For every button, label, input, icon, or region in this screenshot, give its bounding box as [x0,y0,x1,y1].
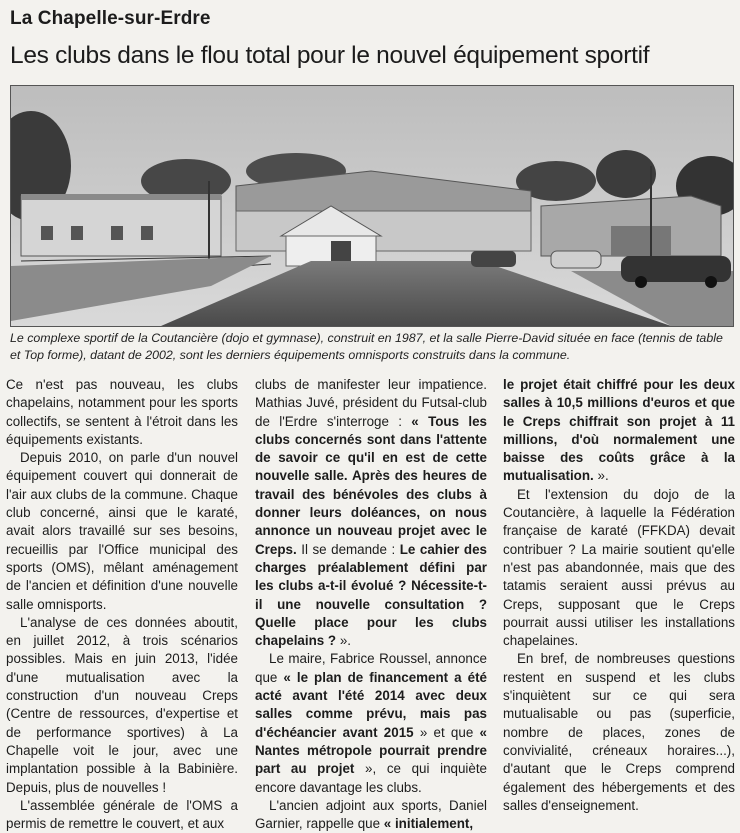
paragraph [255,650,487,796]
text: », ce qui inquiète encore davantage les clubs. [255,761,488,795]
sports-complex-photo [11,86,733,326]
article-photo [10,85,734,327]
quote: « Tous les clubs concernés sont dans l'attente de savoir ce qu'il en est de cette nouvelle salle. Après des heures de travail des bénévoles des clubs à donner leurs doléances, on nous annonce un nouveau projet avec le Creps. [255,413,487,557]
article-column-1 [6,376,238,833]
photo-caption: Le complexe sportif de la Coutancière (dojo et gymnase), construit en 1987, et la salle Pierre-David située en face (tennis de table et Top forme), datant de 2002, sont les derniers équipements omnisports construits dans la commune. [10,331,723,362]
paragraph: Et l'extension du dojo de la Coutancière, à laquelle la Fédération française de karaté (FFKDA) devait contribuer ? La mairie soutient qu'elle n'est pas abandonnée, mais que des tatamis seraient aussi prévus au Creps, supposant que le Creps pourrait aussi utiliser les installations chapelaines. [503,486,735,649]
paragraph: L'assemblée générale de l'OMS a permis de remettre le couvert, et aux [6,797,238,832]
quote: Le cahier des charges préalablement défini par les clubs a-t-il évolué ? Nécessite-t-il une nouvelle consultation ? Quelle place pour les clubs chapelains ? [255,541,487,649]
text: » et que [419,724,474,740]
paragraph: Depuis 2010, on parle d'un nouvel équipement couvert qui donnerait de l'air aux clubs de la commune. Chaque club concerné, ainsi que le karaté, avait alors travaillé sur ses besoins, recueillis par l'Office municipal des sports (OMS), mêlant aménagement de l'ancien et définition d'une nouvelle salle omnisports. [6,450,238,612]
paragraph: En bref, de nombreuses questions restent en suspend et les clubs s'inquiètent sur ce qui sera mutualisable ou pas (superficie, nombre de places, zones de convivialité, créneaux horaires...), d'autant que le Creps comprend également des hébergements et des salles d'enseignement. [503,651,735,813]
text: ». [597,468,609,484]
quote: « le plan de financement a été acté avant l'été 2014 avec deux salles comme prévu, mais pas d'échéancier avant 2015 [255,669,487,740]
text: ». [339,633,352,649]
paragraph [503,376,735,486]
article-column-3 [503,376,735,815]
article-column-2 [255,376,487,833]
quote: le projet était chiffré pour les deux salles à 10,5 millions d'euros et que le Creps chiffrait son projet à 11 millions, d'où normalement une baisse des coûts grâce à la mutualisation. [503,377,735,484]
paragraph [255,376,487,650]
text: clubs de manifester leur impatience. Mathias Juvé, président du Futsal-club de l'Erdre s'interroge : [255,377,487,429]
article-headline: Les clubs dans le flou total pour le nouvel équipement sportif [10,42,650,69]
text: Le maire, Fabrice Roussel, annonce que [255,651,487,685]
text: L'ancien adjoint aux sports, Daniel Garnier, rappelle que [255,797,487,832]
paragraph [255,797,487,833]
quote: « Nantes métropole pourrait prendre part au projet [255,724,487,777]
text: Il se demande : [301,541,396,557]
location-kicker: La Chapelle-sur-Erdre [10,8,211,29]
paragraph: L'analyse de ces données aboutit, en juillet 2012, à trois scénarios possibles. Mais en juin 2013, l'idée d'une mutualisation avec la construction d'un nouveau Creps (Centre de ressources, d'expertise et de performance sportives) à La Chapelle voit le jour, avec une implantation possible à la Babinière. Depuis, plus de nouvelles ! [6,614,238,795]
paragraph: Ce n'est pas nouveau, les clubs chapelains, notamment pour les sports collectifs, se sentent à l'étroit dans les équipements existants. [6,377,238,447]
quote: « initialement, [383,816,474,832]
